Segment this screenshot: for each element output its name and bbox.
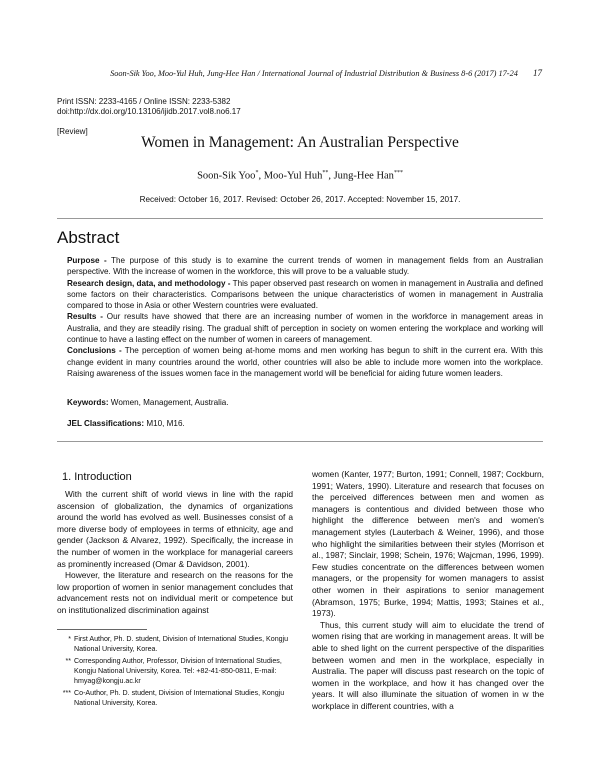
footnote-rule bbox=[57, 629, 147, 630]
abstract-body bbox=[67, 255, 543, 379]
abstract-conclusions bbox=[67, 345, 543, 379]
intro-paragraph-2-continued: women (Kanter, 1977; Burton, 1991; Connell, 1987; Cockburn, 1991; Waters, 1990). Literature and research that focuses on the perceived differences between men and women as managers is contentious and divided between those who highlight the difference between men's and women's management styles (Lauterbach & Weiner, 1996), and those who highlight the similarities between their styles (Morrison et al., 1987; Sinclair, 1998; Schein, 1976; Wajcman, 1996, 1999). Few studies concentrate on the differences between women managers, or the propensity for women managers to assist other women in their aspirations to senior management (Abramson, 1975; Burke, 1994; Mattis, 1993; Staines et al., 1973). bbox=[312, 469, 544, 619]
footnote-text: Co-Author, Ph. D. student, Division of International Studies, Kongju National University, Korea. bbox=[74, 689, 285, 707]
results-label: Results - bbox=[67, 312, 103, 322]
author-2: Moo-Yul Huh bbox=[263, 170, 323, 182]
divider-bottom bbox=[57, 441, 543, 442]
footnote-text: Corresponding Author, Professor, Division of International Studies, Kongju National University, Korea. Tel: +82-41-850-0811, E-mail: hmyag@kongju.ac.kr bbox=[74, 657, 282, 685]
footnote-1 bbox=[57, 634, 293, 654]
abstract-heading: Abstract bbox=[57, 228, 120, 247]
author-3: Jung-Hee Han bbox=[333, 170, 394, 182]
jel-classifications bbox=[67, 419, 185, 428]
keywords-text: Women, Management, Australia. bbox=[108, 398, 229, 407]
author-1: Soon-Sik Yoo bbox=[197, 170, 256, 182]
right-column bbox=[312, 469, 544, 712]
section-heading: 1. Introduction bbox=[62, 471, 132, 483]
jel-label: JEL Classifications: bbox=[67, 419, 145, 428]
footnote-text: First Author, Ph. D. student, Division of International Studies, Kongju National University, Korea. bbox=[74, 635, 289, 653]
abstract-design bbox=[67, 278, 543, 312]
left-column bbox=[57, 489, 293, 617]
purpose-text: The purpose of this study is to examine the current trends of women in management fields from an Australian perspective. With the increase of women in the workforce, this will prove to be a valuable study. bbox=[67, 256, 543, 277]
author-separator: , bbox=[328, 170, 334, 182]
footnote-3 bbox=[57, 688, 293, 708]
design-label: Research design, data, and methodology - bbox=[67, 278, 231, 288]
abstract-purpose bbox=[67, 255, 543, 278]
intro-paragraph-2: However, the literature and research on the reasons for the low proportion of women in senior management concludes that advancement rests not on individual merit or competence but on institutionalized discrimination against bbox=[57, 570, 293, 615]
doi-line: doi:http://dx.doi.org/10.13106/ijidb.2017.vol8.no6.17 bbox=[57, 107, 241, 116]
article-type: [Review] bbox=[57, 127, 88, 136]
footnote-mark: *** bbox=[62, 689, 71, 697]
page-number: 17 bbox=[533, 68, 542, 78]
author-1-mark: * bbox=[255, 170, 259, 176]
author-line bbox=[0, 170, 600, 182]
author-3-mark: *** bbox=[393, 170, 403, 176]
issn-line: Print ISSN: 2233-4165 / Online ISSN: 2233-5382 bbox=[57, 97, 231, 106]
abstract-results bbox=[67, 311, 543, 345]
conclusions-label: Conclusions - bbox=[67, 346, 122, 356]
received-dates: Received: October 16, 2017. Revised: October 26, 2017. Accepted: November 15, 2017. bbox=[139, 195, 461, 204]
design-text: This paper observed past research on women in management in Australia and defined some factors on their characteristics. Comparisons between the unique characteristics of women in management in Australia compared to those in Asia or other Western countries were evaluated. bbox=[67, 278, 543, 311]
keywords bbox=[67, 398, 229, 407]
keywords-label: Keywords: bbox=[67, 398, 109, 407]
jel-text: M10, M16. bbox=[144, 419, 185, 428]
author-2-mark: ** bbox=[322, 170, 329, 176]
conclusions-text: The perception of women being at-home moms and men working has begun to shift in the current era. With this change evident in many countries around the world, other countries will also be able to include more women into the workplace. Raising awareness of the issues women face in the management world will be beneficial for aiding future women leaders. bbox=[67, 346, 543, 378]
paper-title: Women in Management: An Australian Perspective bbox=[141, 134, 459, 151]
purpose-label: Purpose - bbox=[67, 256, 107, 265]
footnote-mark: * bbox=[68, 635, 71, 643]
author-separator: , bbox=[258, 170, 264, 182]
footnote-2 bbox=[57, 656, 293, 686]
running-head: Soon-Sik Yoo, Moo-Yul Huh, Jung-Hee Han / International Journal of Industrial Distribution & Business 8-6 (2017) 17-24 bbox=[110, 69, 518, 78]
divider-top bbox=[57, 218, 543, 219]
intro-paragraph-1: With the current shift of world views in line with the rapid ascension of globalization, the dynamics of organizations around the world has evolved as well. Businesses consist of a more diverse body of employees in terms of ethnicity, age and gender (Jackson & Alvarez, 1992). Specifically, the increase in the number of women in the workplace for managerial careers as prominently increased (Omar & Davidson, 2001). bbox=[57, 489, 293, 569]
intro-paragraph-3: Thus, this current study will aim to elucidate the trend of women rising that are working in management areas. It will be able to shed light on the current perspective of the disparities between women and men in the workplace, especially in Australia. The paper will discuss past research on the topic of women in the workplace, and how it has changed over the years. It will also illuminate the situation of women in w the workplace in different countries, with a bbox=[312, 619, 544, 711]
results-text: Our results have showed that there are an increasing number of women in the workforce in management areas in Australia, and they are steadily rising. The gradual shift of perception in society on women entering the workplace and working will continue to have a lasting effect on the number of women in careers of management. bbox=[67, 312, 543, 345]
footnote-mark: ** bbox=[65, 657, 71, 665]
